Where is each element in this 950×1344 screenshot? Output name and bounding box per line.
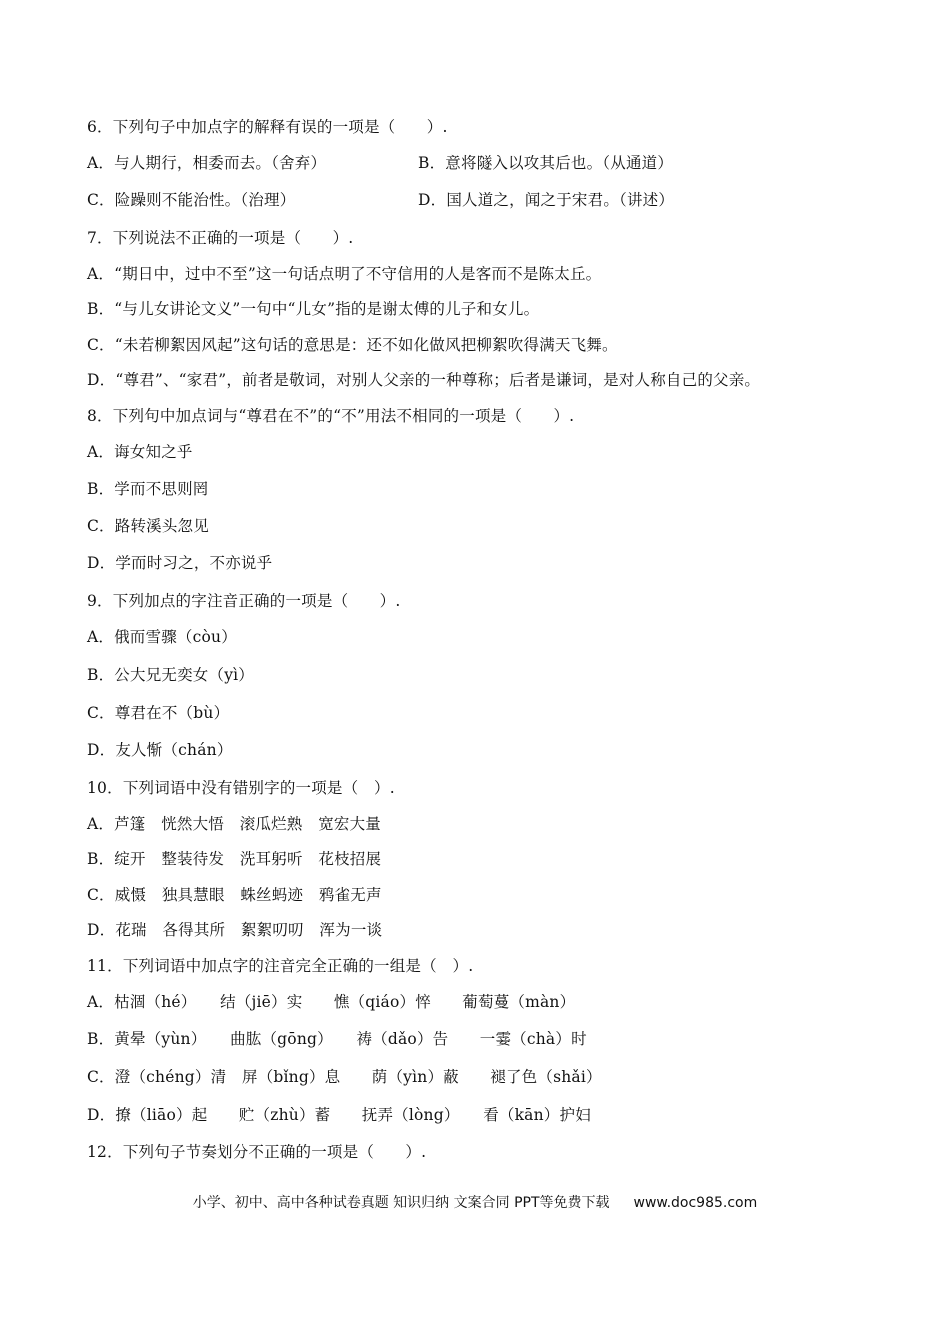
- question-8-option-a: A．诲女知之乎: [87, 443, 193, 461]
- question-8-option-c: C．路转溪头忽见: [87, 517, 209, 535]
- question-11-option-b: B．黄晕（yùn） 曲肱（gōng） 祷（dǎo）告 一霎（chà）时: [87, 1030, 587, 1048]
- question-7: 7．下列说法不正确的一项是（ ）.: [87, 229, 354, 247]
- question-9: 9．下列加点的字注音正确的一项是（ ）.: [87, 592, 401, 610]
- question-8-option-b: B．学而不思则罔: [87, 480, 209, 498]
- question-8-option-d: D．学而时习之，不亦说乎: [87, 554, 273, 572]
- question-6-option-d: D．国人道之，闻之于宋君。（讲述）: [418, 191, 675, 209]
- question-10-option-a: A．芦篷 恍然大悟 滚瓜烂熟 宽宏大量: [87, 815, 381, 833]
- question-11-option-d: D．撩（liāo）起 贮（zhù）蓄 抚弄（lòng） 看（kān）护妇: [87, 1106, 591, 1124]
- question-9-option-b: B．公大兄无奕女（yì）: [87, 666, 255, 684]
- question-7-option-a: A．“期日中，过中不至”这一句话点明了不守信用的人是客而不是陈太丘。: [87, 265, 602, 283]
- footer-text: 小学、初中、高中各种试卷真题 知识归纳 文案合同 PPT等免费下载: [192, 1195, 610, 1211]
- question-6-option-c: C．险躁则不能治性。（治理）: [87, 191, 296, 209]
- question-7-option-b: B．“与儿女讲论文义”一句中“儿女”指的是谢太傅的儿子和女儿。: [87, 300, 540, 318]
- question-7-option-d: D．“尊君”、“家君”，前者是敬词，对别人父亲的一种尊称；后者是谦词，是对人称自己的父亲。: [87, 371, 761, 389]
- question-9-option-c: C．尊君在不（bù）: [87, 704, 230, 722]
- question-7-option-c: C．“未若柳絮因风起”这句话的意思是：还不如化做风把柳絮吹得满天飞舞。: [87, 336, 618, 354]
- question-11-option-c: C．澄（chéng）清 屏（bǐng）息 荫（yìn）蔽 褪了色（shǎi）: [87, 1068, 602, 1086]
- question-10-option-b: B．绽开 整装待发 洗耳躬听 花枝招展: [87, 850, 382, 868]
- question-6: 6．下列句子中加点字的解释有误的一项是（ ）.: [87, 118, 448, 136]
- question-6-option-a: A．与人期行，相委而去。（舍弃）: [87, 154, 327, 172]
- question-10-option-c: C．威慑 独具慧眼 蛛丝蚂迹 鸦雀无声: [87, 886, 382, 904]
- question-12: 12．下列句子节奏划分不正确的一项是（ ）.: [87, 1143, 427, 1161]
- question-6-option-b: B．意将隧入以攻其后也。（从通道）: [418, 154, 674, 172]
- question-10-option-d: D．花瑞 各得其所 絮絮叨叨 浑为一谈: [87, 921, 383, 939]
- question-10: 10．下列词语中没有错别字的一项是（ ）.: [87, 779, 395, 797]
- question-9-option-a: A．俄而雪骤（còu）: [87, 628, 237, 646]
- question-11: 11．下列词语中加点字的注音完全正确的一组是（ ）.: [87, 957, 474, 975]
- page-footer: [0, 1192, 950, 1212]
- question-9-option-d: D．友人惭（chán）: [87, 741, 233, 759]
- footer-url[interactable]: www.doc985.com: [633, 1195, 758, 1211]
- question-8: 8．下列句中加点词与“尊君在不”的“不”用法不相同的一项是（ ）.: [87, 407, 575, 425]
- question-11-option-a: A．枯涸（hé） 结（jiē）实 憔（qiáo）悴 葡萄蔓（màn）: [87, 993, 576, 1011]
